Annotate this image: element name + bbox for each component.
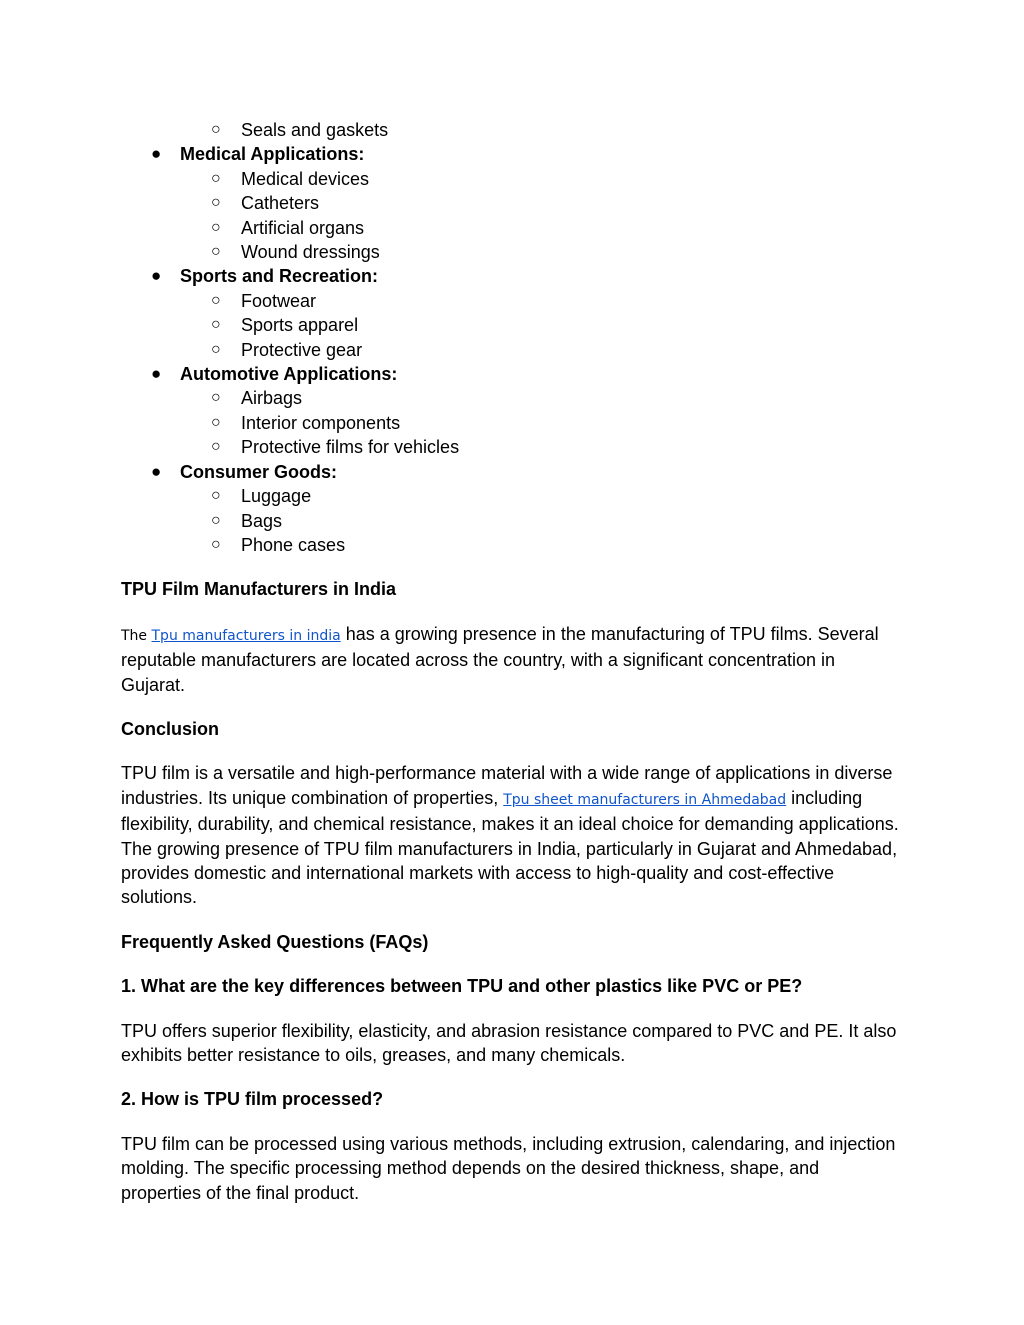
faq-question: 1. What are the key differences between TPU and other plastics like PVC or PE? [121, 976, 803, 997]
spacer [121, 910, 901, 930]
list-item-text: Footwear [241, 290, 317, 311]
bullet-icon: ● [151, 144, 162, 164]
list-item [121, 118, 901, 142]
list-item-text: Phone cases [241, 534, 346, 555]
list-item [121, 313, 901, 337]
applications-list [121, 118, 901, 557]
tpu-sheet-manufacturers-ahmedabad-link[interactable]: Tpu sheet manufacturers in Ahmedabad [503, 791, 787, 808]
bullet-icon: ● [151, 364, 162, 384]
list-item-text: Protective gear [241, 339, 363, 360]
spacer [121, 1067, 901, 1087]
list-item [121, 411, 901, 435]
list-item [121, 216, 901, 240]
list-item-text: Luggage [241, 486, 312, 507]
list-item-text: Bags [241, 510, 283, 531]
hollow-bullet-icon: ○ [211, 535, 221, 553]
paragraph-lead-text: The [121, 627, 152, 644]
list-group-medical [121, 142, 901, 166]
faq-question: 2. How is TPU film processed? [121, 1089, 384, 1110]
section-heading-manufacturers: TPU Film Manufacturers in India [121, 579, 397, 600]
hollow-bullet-icon: ○ [211, 169, 221, 187]
list-item-text: Protective films for vehicles [241, 437, 460, 458]
section-heading-conclusion: Conclusion [121, 718, 219, 739]
list-group-heading: Automotive Applications: [180, 364, 398, 385]
list-item [121, 167, 901, 191]
list-item [121, 191, 901, 215]
list-item-text: Seals and gaskets [241, 120, 389, 140]
list-group-heading: Medical Applications: [180, 144, 365, 165]
hollow-bullet-icon: ○ [211, 487, 221, 505]
spacer [121, 557, 901, 577]
hollow-bullet-icon: ○ [211, 291, 221, 309]
list-item-text: Artificial organs [241, 217, 365, 238]
spacer [121, 999, 901, 1019]
list-group-consumer-goods [121, 460, 901, 484]
hollow-bullet-icon: ○ [211, 121, 221, 138]
document-content [121, 118, 901, 1205]
list-item-text: Catheters [241, 193, 320, 214]
bullet-icon: ● [151, 461, 162, 481]
list-item-text: Wound dressings [241, 242, 380, 263]
list-group-heading: Consumer Goods: [180, 461, 338, 482]
list-item-text: Interior components [241, 412, 401, 433]
spacer [121, 697, 901, 717]
list-item [121, 240, 901, 264]
hollow-bullet-icon: ○ [211, 413, 221, 431]
spacer [121, 602, 901, 622]
hollow-bullet-icon: ○ [211, 218, 221, 236]
list-item-text: Airbags [241, 388, 303, 409]
list-item [121, 386, 901, 410]
hollow-bullet-icon: ○ [211, 243, 221, 261]
list-group-automotive [121, 362, 901, 386]
hollow-bullet-icon: ○ [211, 194, 221, 212]
paragraph-text: has a growing presence in the manufacturing of TPU films. Several reputable manufacturers are located across the country, with a significant concentration in Gujarat. [121, 623, 879, 695]
list-group-sports [121, 264, 901, 288]
tpu-manufacturers-india-link[interactable]: Tpu manufacturers in india [151, 627, 341, 644]
list-item [121, 484, 901, 508]
hollow-bullet-icon: ○ [211, 316, 221, 334]
section-heading-faq: Frequently Asked Questions (FAQs) [121, 931, 429, 952]
list-item [121, 435, 901, 459]
conclusion-paragraph [121, 761, 901, 909]
faq-answer: TPU offers superior flexibility, elasticity, and abrasion resistance compared to PVC and PE. It also exhibits better resistance to oils, greases, and many chemicals. [121, 1020, 897, 1065]
list-group-heading: Sports and Recreation: [180, 266, 379, 287]
list-item [121, 338, 901, 362]
hollow-bullet-icon: ○ [211, 389, 221, 407]
spacer [121, 1112, 901, 1132]
hollow-bullet-icon: ○ [211, 340, 221, 358]
paragraph-text: including flexibility, durability, and chemical resistance, makes it an ideal choice for demanding applications. The growing presence of TPU film manufacturers in India, particularly in Gujarat and Ahmedabad, provides domestic and international markets with access to high-quality and cost-effective solutions. [121, 787, 899, 908]
hollow-bullet-icon: ○ [211, 438, 221, 456]
spacer [121, 954, 901, 974]
faq-answer: TPU film can be processed using various methods, including extrusion, calendaring, and injection molding. The specific processing method depends on the desired thickness, shape, and properties of the final product. [121, 1133, 896, 1203]
list-item [121, 509, 901, 533]
manufacturers-paragraph [121, 622, 901, 697]
list-item [121, 533, 901, 557]
list-item-text: Medical devices [241, 168, 370, 189]
list-item-text: Sports apparel [241, 315, 359, 336]
bullet-icon: ● [151, 266, 162, 286]
spacer [121, 741, 901, 761]
paragraph-text: TPU film is a versatile and high-performance material with a wide range of applications in diverse industries. Its unique combination of properties, [121, 763, 893, 808]
hollow-bullet-icon: ○ [211, 511, 221, 529]
list-item [121, 289, 901, 313]
